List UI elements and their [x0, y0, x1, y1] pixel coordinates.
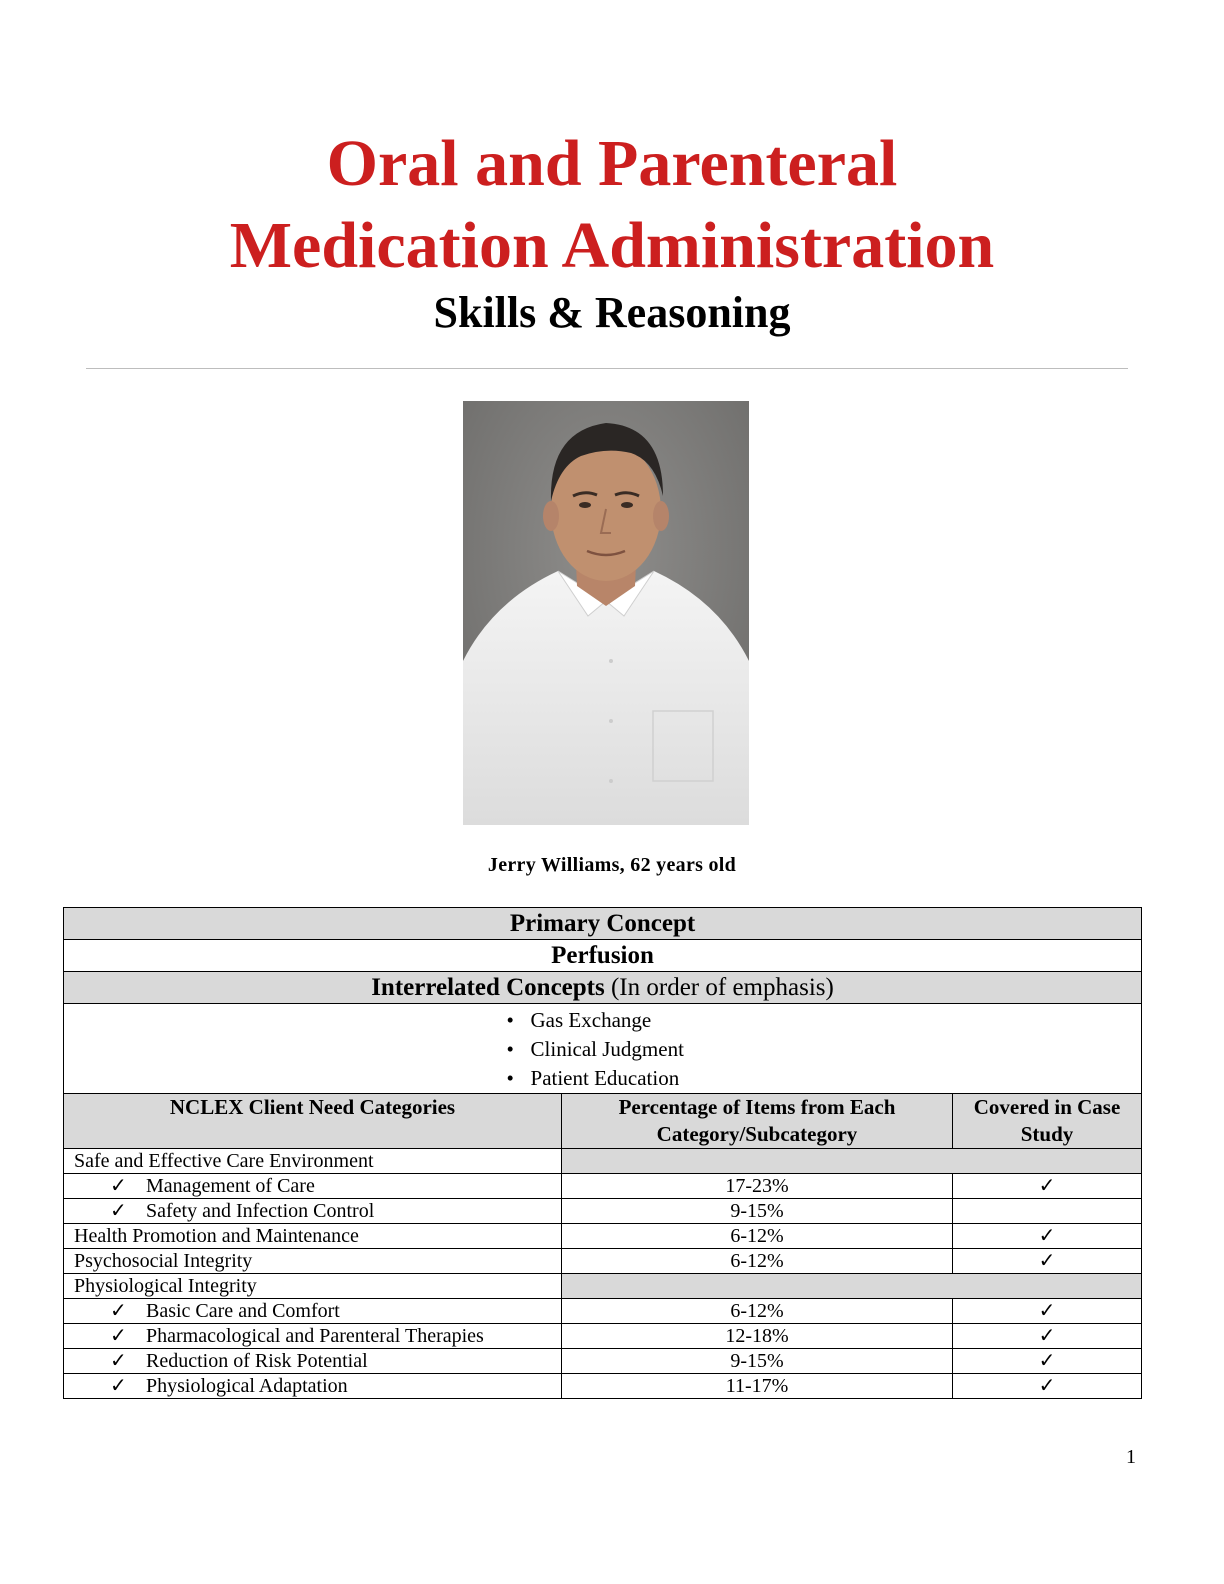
check-icon: ✓ — [110, 1350, 127, 1372]
subcategory-label: Reduction of Risk Potential — [146, 1350, 368, 1372]
percentage-cell: 9-15% — [562, 1349, 953, 1374]
table-row — [64, 1224, 1142, 1249]
check-icon: ✓ — [110, 1375, 127, 1397]
table-row — [64, 1249, 1142, 1274]
covered-check-icon: ✓ — [953, 1224, 1142, 1249]
photo-caption: Jerry Williams, 62 years old — [487, 854, 737, 876]
patient-photo — [463, 401, 749, 825]
table-row — [64, 1274, 1142, 1299]
subcategory-cell — [64, 1324, 562, 1349]
check-icon: ✓ — [110, 1200, 127, 1222]
interrelated-concept-item: • Gas Exchange — [503, 1006, 703, 1035]
interrelated-concepts-list-cell — [64, 1004, 1142, 1094]
subcategory-label: Physiological Adaptation — [146, 1375, 348, 1397]
concepts-nclex-table — [63, 907, 1142, 1399]
subcategory-cell — [64, 1374, 562, 1399]
interrelated-concepts-header — [64, 972, 1142, 1004]
primary-concept-header: Primary Concept — [64, 908, 1142, 940]
subcategory-label: Basic Care and Comfort — [146, 1300, 340, 1322]
covered-check-icon: ✓ — [953, 1374, 1142, 1399]
covered-check-icon: ✓ — [953, 1174, 1142, 1199]
primary-concept-value: Perfusion — [64, 940, 1142, 972]
percentage-cell: 11-17% — [562, 1374, 953, 1399]
percentage-cell: 6-12% — [562, 1249, 953, 1274]
table-row — [64, 1174, 1142, 1199]
covered-check-icon: ✓ — [953, 1249, 1142, 1274]
document-subtitle: Skills & Reasoning — [433, 288, 791, 337]
category-label: Health Promotion and Maintenance — [64, 1224, 562, 1249]
category-label: Safe and Effective Care Environment — [64, 1149, 562, 1174]
subcategory-cell — [64, 1174, 562, 1199]
table-row — [64, 1324, 1142, 1349]
subcategory-label: Management of Care — [146, 1175, 315, 1197]
table-row — [64, 1349, 1142, 1374]
interrelated-concepts-note: (In order of emphasis) — [610, 974, 834, 1001]
covered-check-icon: ✓ — [953, 1324, 1142, 1349]
covered-check-icon: ✓ — [953, 1349, 1142, 1374]
table-row — [64, 1374, 1142, 1399]
table-row — [64, 1299, 1142, 1324]
percentage-cell: 6-12% — [562, 1224, 953, 1249]
document-title-line-1: Oral and Parenteral — [326, 127, 898, 200]
category-label: Physiological Integrity — [64, 1274, 562, 1299]
table-row — [64, 1149, 1142, 1174]
column-header-categories: NCLEX Client Need Categories — [64, 1094, 562, 1149]
category-label: Psychosocial Integrity — [64, 1249, 562, 1274]
subcategory-label: Pharmacological and Parenteral Therapies — [146, 1325, 484, 1347]
covered-check-icon: ✓ — [953, 1299, 1142, 1324]
page-number: 1 — [1126, 1446, 1136, 1468]
column-header-percentage: Percentage of Items from Each Category/Subcategory — [562, 1094, 953, 1149]
interrelated-concept-item: • Patient Education — [503, 1064, 703, 1093]
covered-cell — [953, 1199, 1142, 1224]
subcategory-label: Safety and Infection Control — [146, 1200, 375, 1222]
interrelated-concepts-list — [503, 1006, 703, 1093]
column-header-covered: Covered in Case Study — [953, 1094, 1142, 1149]
horizontal-divider — [86, 368, 1128, 369]
interrelated-concepts-label: Interrelated Concepts — [371, 974, 605, 1001]
check-icon: ✓ — [110, 1175, 127, 1197]
subcategory-cell — [64, 1299, 562, 1324]
percentage-cell: 17-23% — [562, 1174, 953, 1199]
interrelated-concept-item: • Clinical Judgment — [503, 1035, 703, 1064]
subcategory-cell — [64, 1199, 562, 1224]
check-icon: ✓ — [110, 1300, 127, 1322]
percentage-cell: 6-12% — [562, 1299, 953, 1324]
document-title-line-2: Medication Administration — [229, 209, 995, 282]
percentage-cell: 9-15% — [562, 1199, 953, 1224]
subcategory-cell — [64, 1349, 562, 1374]
check-icon: ✓ — [110, 1325, 127, 1347]
percentage-cell: 12-18% — [562, 1324, 953, 1349]
category-blank-cell — [562, 1149, 1142, 1174]
table-row — [64, 1199, 1142, 1224]
category-blank-cell — [562, 1274, 1142, 1299]
